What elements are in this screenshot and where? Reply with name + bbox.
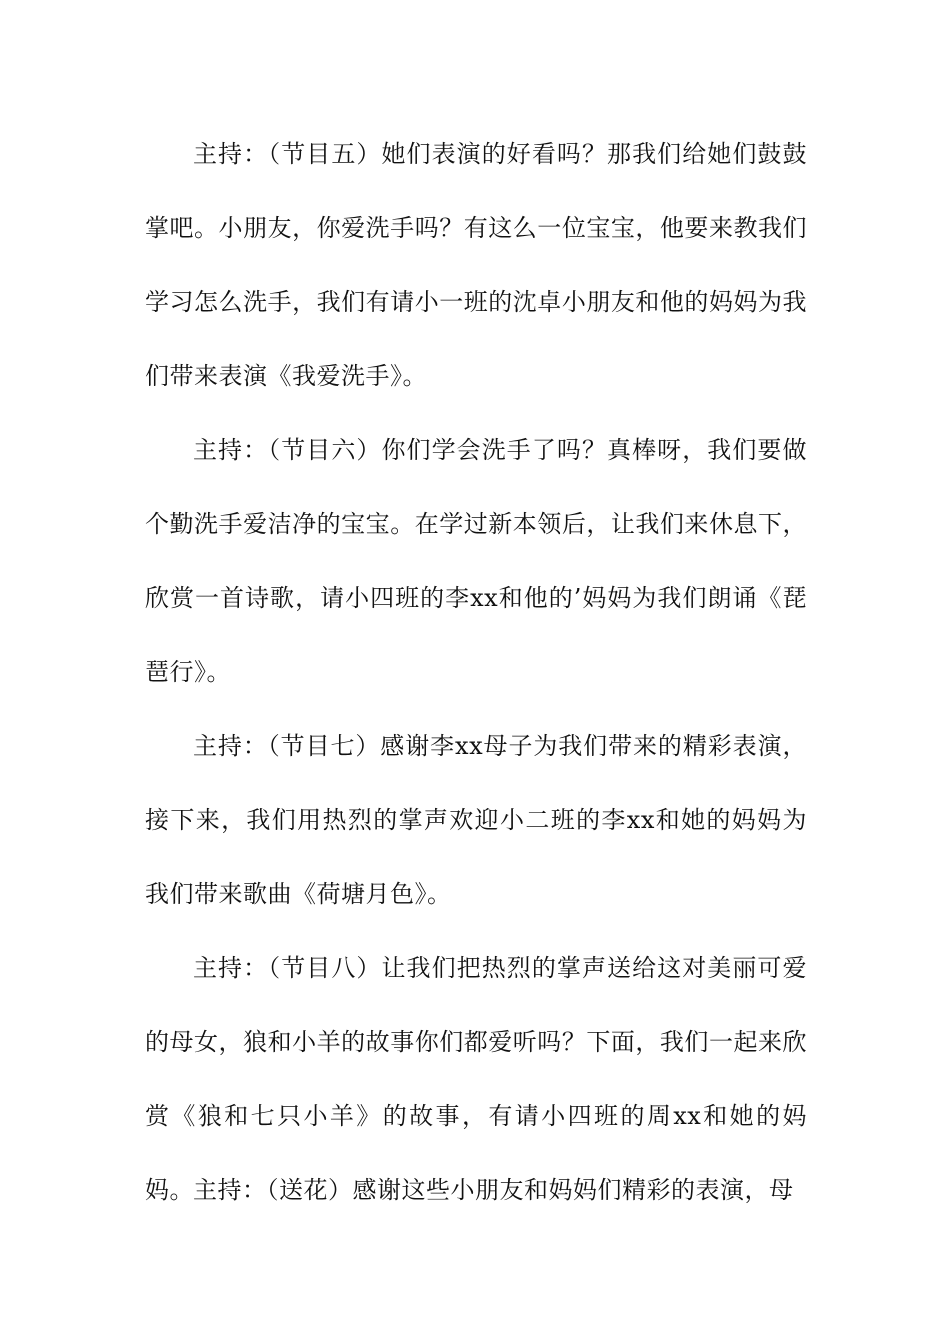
paragraph-program-six: 主持：（节目六）你们学会洗手了吗？真棒呀，我们要做个勤洗手爱洁净的宝宝。在学过新本领后，让我们来休息下，欣赏一首诗歌，请小四班的李xx和他的’妈妈为我们朗诵《琵琶行》。 [145, 436, 807, 686]
paragraph-program-seven: 主持：（节目七）感谢李xx母子为我们带来的精彩表演，接下来，我们用热烈的掌声欢迎小二班的李xx和她的妈妈为我们带来歌曲《荷塘月色》。 [145, 732, 807, 908]
paragraph-flower-presentation: 主持：（送花）感谢这些小朋友和妈妈们精彩的表演，母 [193, 1176, 794, 1204]
paragraph-program-eight: 主持：（节目八）让我们把热烈的掌声送给这对美丽可爱的母女，狼和小羊的故事你们都爱听吗？下面，我们一起来欣赏《狼和七只小羊》的故事，有请小四班的周xx和她的妈妈。 [145, 954, 807, 1204]
paragraph-program-five: 主持：（节目五）她们表演的好看吗？那我们给她们鼓鼓掌吧。小朋友，你爱洗手吗？有这么一位宝宝，他要来教我们学习怎么洗手，我们有请小一班的沈卓小朋友和他的妈妈为我们带来表演《我爱洗手》。 [145, 140, 807, 390]
